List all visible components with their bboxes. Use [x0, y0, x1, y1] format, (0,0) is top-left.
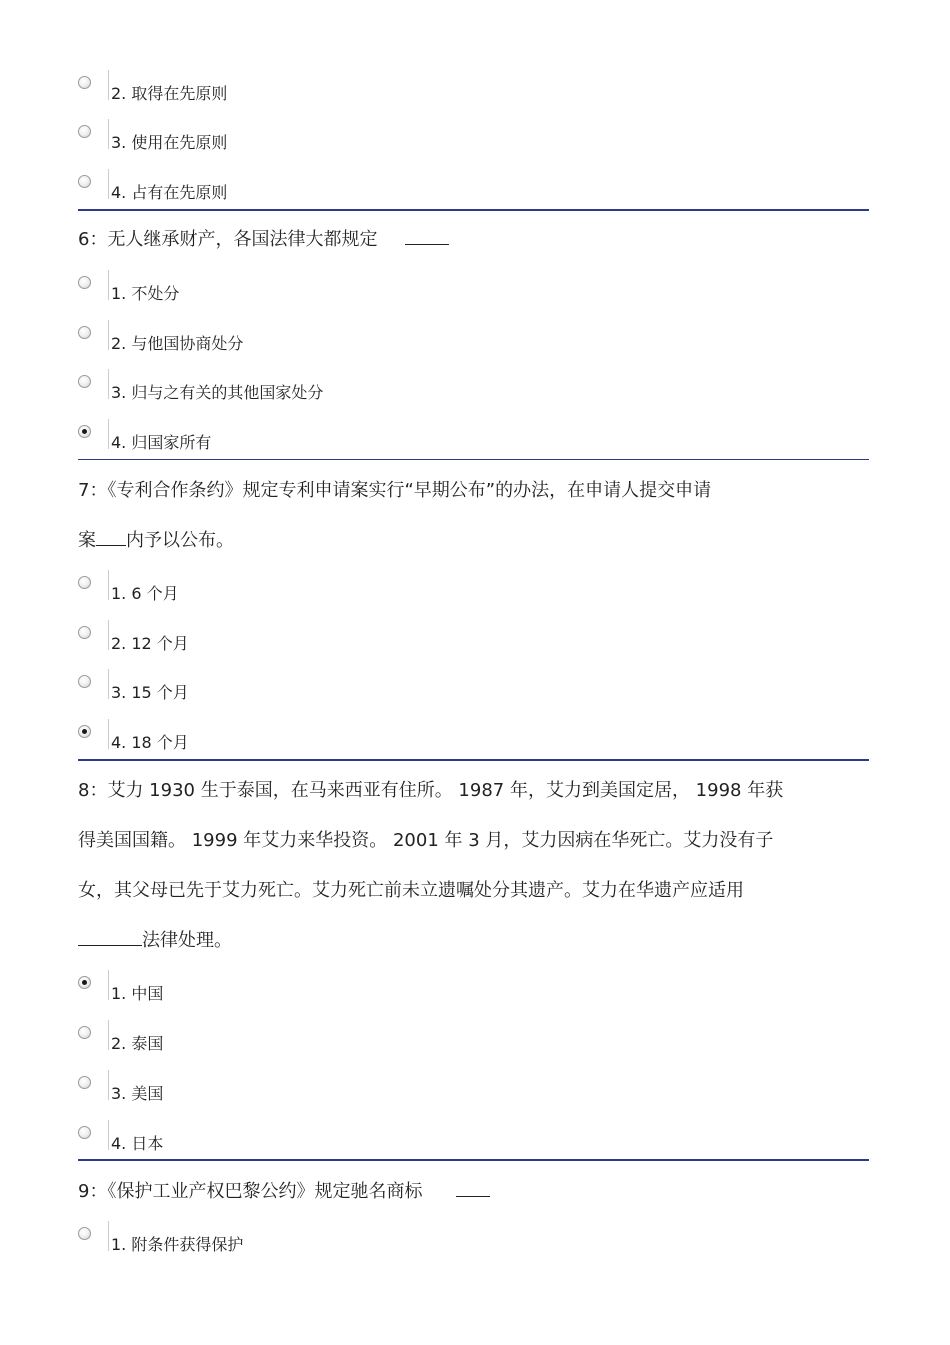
option-q5-2[interactable] [78, 76, 478, 116]
question-separator [78, 209, 869, 211]
question-text: 法律处理。 [142, 930, 232, 951]
divider [108, 1120, 109, 1150]
option-label: 3. 归与之有关的其他国家处分 [111, 383, 324, 402]
divider [108, 719, 109, 749]
radio-button[interactable] [78, 675, 91, 688]
question-9-text [78, 1177, 490, 1203]
answer-blank [456, 1178, 490, 1197]
answer-blank [78, 927, 142, 946]
divider [108, 419, 109, 449]
option-q7-3[interactable] [78, 675, 478, 715]
divider [108, 119, 109, 149]
option-label: 4. 日本 [111, 1134, 164, 1153]
option-label: 1. 附条件获得保护 [111, 1235, 244, 1254]
option-label: 4. 归国家所有 [111, 433, 212, 452]
radio-button[interactable] [78, 276, 91, 289]
divider [108, 70, 109, 100]
question-text: 案 [78, 530, 96, 551]
option-q9-1[interactable] [78, 1227, 478, 1267]
option-q6-3[interactable] [78, 375, 478, 415]
divider [108, 1070, 109, 1100]
option-label: 2. 泰国 [111, 1034, 164, 1053]
radio-button[interactable] [78, 175, 91, 188]
divider [108, 620, 109, 650]
radio-button-selected[interactable] [78, 725, 91, 738]
option-label: 1. 中国 [111, 984, 164, 1003]
question-text: 6：无人继承财产，各国法律大都规定 [78, 229, 378, 250]
radio-button[interactable] [78, 326, 91, 339]
option-q6-2[interactable] [78, 326, 478, 366]
option-label: 1. 6 个月 [111, 584, 179, 603]
option-label: 2. 取得在先原则 [111, 84, 228, 103]
question-7-line-1: 7：《专利合作条约》规定专利申请案实行“早期公布”的办法，在申请人提交申请 [78, 480, 712, 501]
answer-blank [96, 527, 126, 546]
question-6-text [78, 225, 449, 251]
divider [108, 320, 109, 350]
question-separator [78, 459, 869, 460]
divider [108, 1221, 109, 1251]
divider [108, 669, 109, 699]
divider [108, 970, 109, 1000]
radio-button[interactable] [78, 1076, 91, 1089]
option-label: 4. 占有在先原则 [111, 183, 228, 202]
radio-button[interactable] [78, 576, 91, 589]
radio-button[interactable] [78, 1126, 91, 1139]
divider [108, 369, 109, 399]
question-8-line-3: 女，其父母已先于艾力死亡。艾力死亡前未立遗嘱处分其遗产。艾力在华遗产应适用 [78, 880, 744, 901]
option-q7-2[interactable] [78, 626, 478, 666]
option-q8-1[interactable] [78, 976, 478, 1016]
radio-button[interactable] [78, 76, 91, 89]
question-8-line-2: 得美国国籍。 1999 年艾力来华投资。 2001 年 3 月，艾力因病在华死亡。艾力没有子 [78, 830, 774, 851]
radio-button[interactable] [78, 375, 91, 388]
option-label: 4. 18 个月 [111, 733, 189, 752]
option-q7-1[interactable] [78, 576, 478, 616]
radio-button-selected[interactable] [78, 425, 91, 438]
option-label: 3. 15 个月 [111, 683, 189, 702]
option-label: 1. 不处分 [111, 284, 180, 303]
divider [108, 169, 109, 199]
option-q8-3[interactable] [78, 1076, 478, 1116]
question-separator [78, 759, 869, 761]
answer-blank [405, 226, 449, 245]
option-q6-1[interactable] [78, 276, 478, 316]
radio-button-selected[interactable] [78, 976, 91, 989]
option-label: 3. 美国 [111, 1084, 164, 1103]
question-8-line-1: 8：艾力 1930 生于泰国，在马来西亚有住所。 1987 年，艾力到美国定居， 1998 年获 [78, 780, 784, 801]
question-text: 内予以公布。 [126, 530, 234, 551]
radio-button[interactable] [78, 125, 91, 138]
divider [108, 1020, 109, 1050]
divider [108, 270, 109, 300]
option-label: 2. 12 个月 [111, 634, 189, 653]
question-7-line-2 [78, 526, 234, 552]
option-label: 3. 使用在先原则 [111, 133, 228, 152]
radio-button[interactable] [78, 1026, 91, 1039]
divider [108, 570, 109, 600]
question-8-line-4 [78, 926, 232, 952]
option-label: 2. 与他国协商处分 [111, 334, 244, 353]
radio-button[interactable] [78, 1227, 91, 1240]
question-text: 9：《保护工业产权巴黎公约》规定驰名商标 [78, 1181, 423, 1202]
option-q5-3[interactable] [78, 125, 478, 165]
question-separator [78, 1159, 869, 1161]
radio-button[interactable] [78, 626, 91, 639]
option-q8-2[interactable] [78, 1026, 478, 1066]
